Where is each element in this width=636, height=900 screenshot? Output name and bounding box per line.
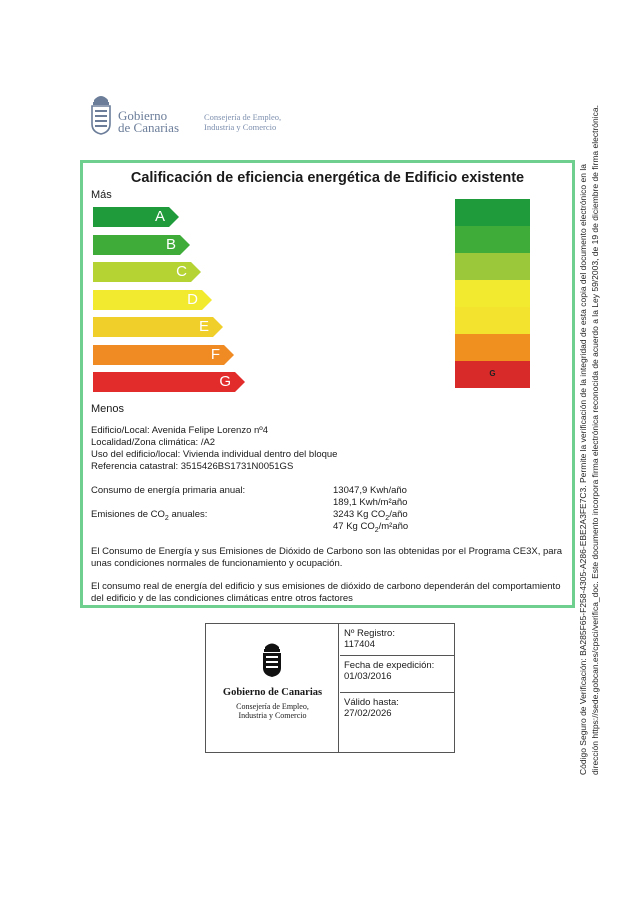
- info-paragraph-real-consumption: El consumo real de energía del edificio y sus emisiones de dióxido de carbono dependerán del comportamiento del edificio y de las condiciones climáticas entre otros factores: [91, 581, 561, 604]
- side-note-line2: dirección https://sede.gobcan.es/cpsci/verifica_doc. Este documento incorpora firma electrónica reconocida de acuerdo a la Ley 59/2003, de 19 de diciembre de firma electrónica.: [590, 105, 600, 775]
- header-org-line1: Gobierno: [118, 108, 168, 123]
- certificate-title: Calificación de eficiencia energética de Edificio existente: [130, 170, 525, 186]
- coat-of-arms-icon: [260, 640, 284, 678]
- header-org-line2: de Canarias: [118, 120, 180, 135]
- header-dept-line1: Consejería de Empleo,: [204, 112, 282, 122]
- scale-letter-c: C: [176, 263, 187, 280]
- emissions-value-area: 47 Kg $CO_2$/m²año: [333, 521, 409, 534]
- rating-bar-segment: [455, 307, 530, 334]
- valid-until-label: Válido hasta:: [344, 697, 399, 708]
- more-efficient-label: Más: [91, 189, 112, 201]
- issue-date-label: Fecha de expedición:: [344, 660, 435, 671]
- building-use: Uso del edificio/local: Vivienda individual dentro del bloque: [91, 449, 338, 460]
- scale-letter-g: G: [219, 373, 231, 390]
- side-note-line1: Código Seguro de Verificación: BA285F65-F258-4305-A286-EBE2A3FE7C3. Permite la verificación de la integridad de esta copia del documento electrónico en la: [578, 164, 588, 775]
- building-address: Edificio/Local: Avenida Felipe Lorenzo nº4: [91, 425, 269, 436]
- rating-bar-segment: [455, 226, 530, 253]
- scale-letter-f: F: [210, 345, 220, 363]
- scale-arrow-f: [93, 345, 234, 365]
- scale-arrow-d: [93, 290, 212, 310]
- registration-org-name: Gobierno de Canarias: [222, 687, 323, 698]
- valid-until-cell: [340, 693, 454, 752]
- scale-letter-d: D: [187, 290, 198, 308]
- header-org-name: [118, 110, 179, 134]
- building-cadastral-ref: Referencia catastral: 3515426BS1731N0051GS: [91, 461, 294, 472]
- building-locality: Localidad/Zona climática: /A2: [91, 437, 216, 448]
- registry-number-label: Nº Registro:: [344, 628, 395, 639]
- registration-box: [205, 623, 455, 753]
- rating-bar-segment: [455, 199, 530, 226]
- issue-date-value: 01/03/2016: [344, 671, 392, 682]
- scale-letter-b: B: [165, 235, 176, 253]
- registration-department: Consejería de Empleo, Industria y Comercio: [236, 702, 309, 720]
- registration-issuer: [206, 624, 339, 752]
- scale-arrow-c: [93, 262, 201, 282]
- coat-of-arms-icon: [88, 92, 114, 136]
- scale-arrow-g: [93, 372, 245, 392]
- valid-until-value: 27/02/2026: [344, 708, 392, 719]
- rating-indicator-label: G: [489, 369, 496, 378]
- consumption-label: Consumo de energía primaria anual:: [91, 485, 246, 496]
- emissions-value-total: 3243 Kg $CO_2$/año: [333, 509, 408, 522]
- scale-arrow-a: [93, 207, 179, 227]
- scale-letter-e: E: [198, 318, 209, 335]
- less-efficient-label: Menos: [91, 403, 125, 415]
- header-dept-line2: Industria y Comercio: [204, 122, 277, 132]
- header-department: [204, 112, 281, 132]
- consumption-value-area: 189,1 Kwh/m²año: [333, 497, 408, 508]
- rating-bar-segment: [455, 280, 530, 307]
- scale-arrow-e: [93, 317, 223, 337]
- rating-bar-segment: [455, 334, 530, 361]
- verification-side-note: [577, 105, 613, 775]
- consumption-value-total: 13047,9 Kwh/año: [333, 485, 407, 496]
- energy-certificate: [80, 160, 575, 608]
- rating-bar-segment: [455, 253, 530, 280]
- scale-arrow-b: [93, 235, 190, 255]
- scale-letter-a: A: [154, 208, 165, 225]
- issue-date-cell: [340, 656, 454, 693]
- info-paragraph-program: El Consumo de Energía y sus Emisiones de Dióxido de Carbono son las obtenidas por el Programa CE3X, para unas condiciones normales de funcionamiento y ocupación.: [91, 546, 563, 569]
- registry-number-value: 117404: [344, 639, 375, 650]
- registry-number-cell: [340, 624, 454, 656]
- emissions-label: Emisiones de $CO_2$ anuales:: [91, 509, 208, 522]
